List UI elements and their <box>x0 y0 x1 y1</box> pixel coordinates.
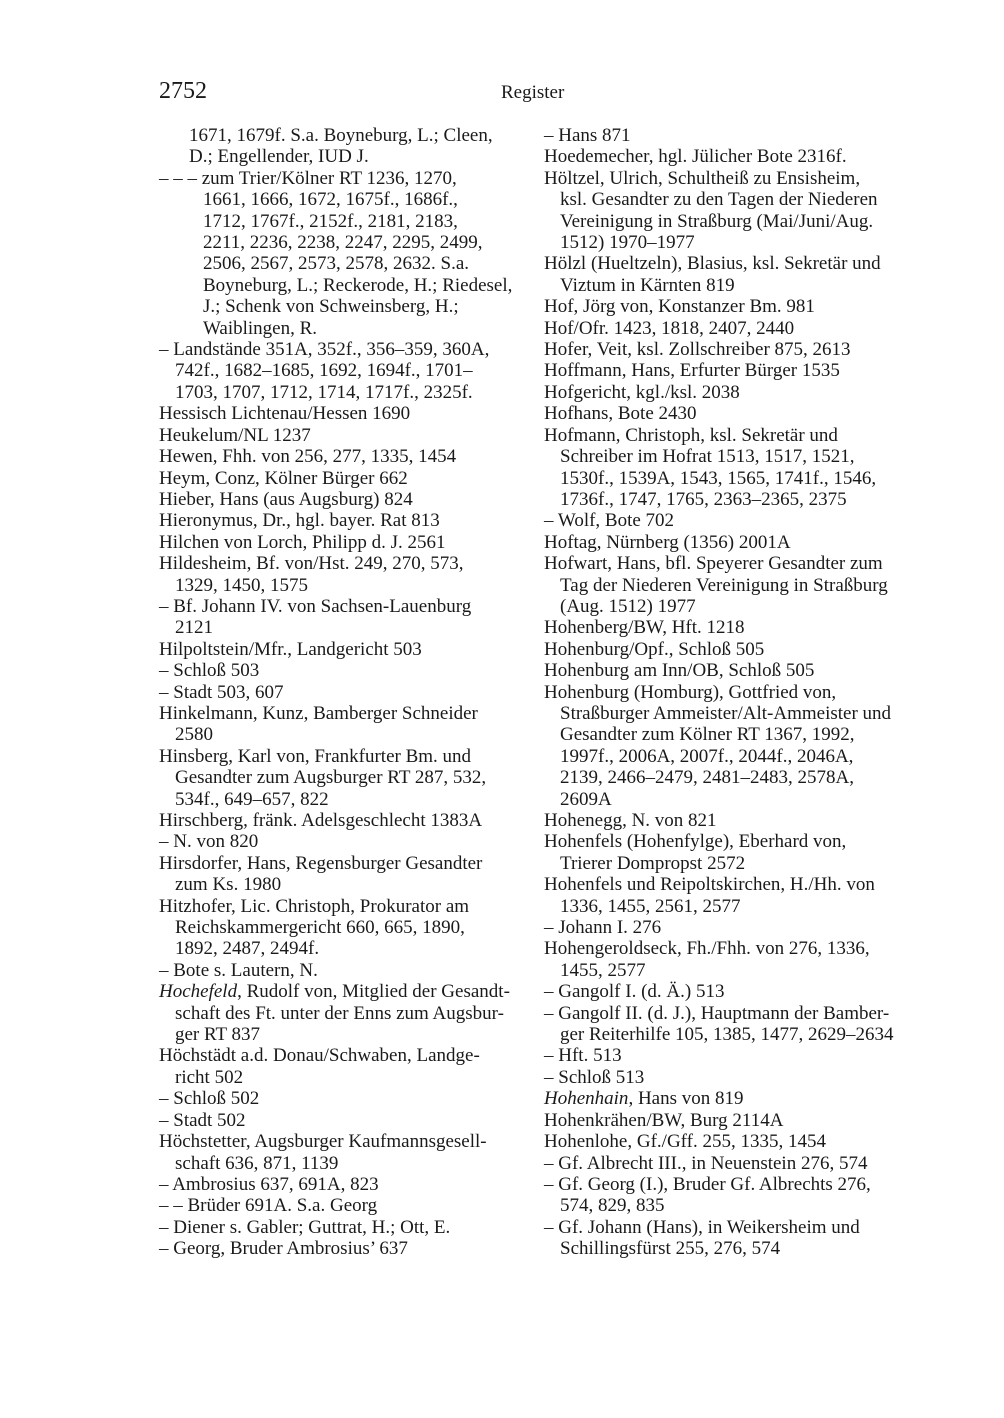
index-entry <box>544 1110 934 1131</box>
index-entry <box>544 425 934 511</box>
entry-line: Schillingsfürst 255, 276, 574 <box>560 1238 781 1260</box>
entry-line: 742f., 1682–1685, 1692, 1694f., 1701– <box>175 360 473 382</box>
entry-line: – Landstände 351A, 352f., 356–359, 360A, <box>159 339 490 361</box>
index-entry <box>544 639 934 660</box>
entry-line: Hofwart, Hans, bfl. Speyerer Gesandter zum <box>544 553 883 575</box>
index-entry <box>544 938 934 981</box>
index-entry <box>544 553 934 617</box>
index-entry <box>159 168 531 339</box>
entry-line: Hohenburg (Homburg), Gottfried von, <box>544 681 837 703</box>
entry-line: – Hft. 513 <box>544 1045 622 1067</box>
index-entry <box>544 146 934 167</box>
index-entry <box>544 532 934 553</box>
entry-line: Hofer, Veit, ksl. Zollschreiber 875, 2613 <box>544 339 851 361</box>
entry-line: Hoftag, Nürnberg (1356) 2001A <box>544 531 791 553</box>
index-entry <box>544 125 934 146</box>
index-entry <box>159 981 531 1045</box>
entry-italic-name: Hohenhain <box>544 1088 629 1110</box>
index-entry <box>159 1195 531 1216</box>
entry-line: Hofgericht, kgl./ksl. 2038 <box>544 381 740 403</box>
index-entry <box>544 874 934 917</box>
index-entry <box>159 339 531 403</box>
entry-line: 574, 829, 835 <box>560 1195 665 1217</box>
entry-line: – Gf. Johann (Hans), in Weikersheim und <box>544 1216 860 1238</box>
entry-line: 2580 <box>175 724 213 746</box>
entry-line: Hildesheim, Bf. von/Hst. 249, 270, 573, <box>159 553 464 575</box>
index-entry <box>544 360 934 381</box>
index-entry <box>159 532 531 553</box>
index-entry <box>159 703 531 746</box>
entry-line: Hieber, Hans (aus Augsburg) 824 <box>159 488 413 510</box>
entry-line: 1892, 2487, 2494f. <box>175 938 320 960</box>
entry-line: Reichskammergericht 660, 665, 1890, <box>175 917 465 939</box>
entry-line: – Stadt 502 <box>159 1109 246 1131</box>
entry-line: Schreiber im Hofrat 1513, 1517, 1521, <box>560 446 855 468</box>
entry-line: Hohenburg am Inn/OB, Schloß 505 <box>544 660 815 682</box>
index-entry <box>159 446 531 467</box>
entry-line: 1703, 1707, 1712, 1714, 1717f., 2325f. <box>175 381 473 403</box>
entry-line: – Hans 871 <box>544 125 631 146</box>
entry-line: – Stadt 503, 607 <box>159 681 284 703</box>
index-entry <box>159 468 531 489</box>
entry-line: – Bote s. Lautern, N. <box>159 959 318 981</box>
entry-line: 534f., 649–657, 822 <box>175 788 329 810</box>
index-entry <box>544 1174 934 1217</box>
entry-line: Waiblingen, R. <box>203 317 318 339</box>
entry-line: J.; Schenk von Schweinsberg, H.; <box>203 296 459 318</box>
entry-line: Heukelum/NL 1237 <box>159 424 311 446</box>
index-entry <box>544 1067 934 1088</box>
index-column-right <box>544 125 934 1260</box>
index-entry <box>544 296 934 317</box>
entry-line: – Gf. Albrecht III., in Neuenstein 276, 574 <box>544 1152 868 1174</box>
entry-line: Hirschberg, fränk. Adelsgeschlecht 1383A <box>159 810 483 831</box>
entry-line: Hohenfels und Reipoltskirchen, H./Hh. von <box>544 874 875 896</box>
entry-line: , Rudolf von, Mitglied der Gesandt- <box>237 981 510 1003</box>
index-entry <box>159 425 531 446</box>
index-entry <box>544 510 934 531</box>
entry-line: 1997f., 2006A, 2007f., 2044f., 2046A, <box>560 745 854 767</box>
entry-italic-name: Hochefeld <box>159 981 238 1003</box>
entry-line: – Ambrosius 637, 691A, 823 <box>159 1173 379 1195</box>
index-entry <box>544 1045 934 1066</box>
entry-line: 1712, 1767f., 2152f., 2181, 2183, <box>203 210 458 232</box>
entry-line: – Gangolf II. (d. J.), Hauptmann der Bamber- <box>544 1002 890 1024</box>
index-entry <box>544 403 934 424</box>
index-entry <box>544 831 934 874</box>
entry-line: Hirsdorfer, Hans, Regensburger Gesandter <box>159 852 483 874</box>
index-entry <box>159 403 531 424</box>
entry-line: D.; Engellender, IUD J. <box>189 146 369 168</box>
entry-line: Viztum in Kärnten 819 <box>560 274 735 296</box>
entry-line: Hilpoltstein/Mfr., Landgericht 503 <box>159 638 422 660</box>
entry-line: Boyneburg, L.; Reckerode, H.; Riedesel, <box>203 274 513 296</box>
entry-line: Höchstädt a.d. Donau/Schwaben, Landge- <box>159 1045 480 1067</box>
index-entry <box>544 1217 934 1260</box>
index-entry <box>544 253 934 296</box>
index-entry <box>544 1153 934 1174</box>
index-entry <box>544 168 934 254</box>
entry-line: Hohenberg/BW, Hft. 1218 <box>544 617 745 639</box>
entry-line: Heym, Conz, Kölner Bürger 662 <box>159 467 408 489</box>
index-entry <box>159 853 531 896</box>
index-entry <box>159 1174 531 1195</box>
entry-line: Trierer Dompropst 2572 <box>560 852 746 874</box>
entry-line: Hohenfels (Hohenfylge), Eberhard von, <box>544 831 847 853</box>
index-entry <box>159 1088 531 1109</box>
entry-line: Hieronymus, Dr., hgl. bayer. Rat 813 <box>159 510 440 532</box>
entry-line: – Schloß 513 <box>544 1066 645 1088</box>
entry-line: – Schloß 502 <box>159 1088 260 1110</box>
entry-line: Hohenegg, N. von 821 <box>544 810 717 831</box>
index-entry <box>544 1088 934 1109</box>
entry-line: – Diener s. Gabler; Guttrat, H.; Ott, E. <box>159 1216 451 1238</box>
entry-line: schaft des Ft. unter der Enns zum Augsbur- <box>175 1002 504 1024</box>
entry-line: ger RT 837 <box>175 1024 261 1046</box>
running-title: Register <box>501 82 565 103</box>
entry-line: , Hans von 819 <box>628 1088 744 1110</box>
index-column-left <box>159 125 531 1260</box>
entry-line: Hohengeroldseck, Fh./Fhh. von 276, 1336, <box>544 938 870 960</box>
index-entry <box>159 1217 531 1238</box>
index-entry <box>159 1131 531 1174</box>
index-entry <box>159 810 531 831</box>
entry-line: 2211, 2236, 2238, 2247, 2295, 2499, <box>203 232 483 254</box>
entry-line: Höchstetter, Augsburger Kaufmannsgesell- <box>159 1131 487 1153</box>
entry-line: 1671, 1679f. S.a. Boyneburg, L.; Cleen, <box>189 125 493 146</box>
entry-line: zum Ks. 1980 <box>175 874 282 896</box>
entry-line: – Wolf, Bote 702 <box>544 510 675 532</box>
index-entry <box>544 917 934 938</box>
index-entry <box>159 660 531 681</box>
index-entry <box>159 960 531 981</box>
entry-line: – Bf. Johann IV. von Sachsen-Lauenburg <box>159 595 472 617</box>
index-entry <box>544 660 934 681</box>
entry-line: 1736f., 1747, 1765, 2363–2365, 2375 <box>560 488 847 510</box>
entry-line: Hitzhofer, Lic. Christoph, Prokurator am <box>159 895 470 917</box>
entry-line: – N. von 820 <box>159 831 259 853</box>
entry-line: – Johann I. 276 <box>544 917 662 939</box>
entry-line: Hinsberg, Karl von, Frankfurter Bm. und <box>159 745 472 767</box>
index-entry <box>159 1238 531 1259</box>
entry-line: – Gf. Georg (I.), Bruder Gf. Albrechts 276, <box>544 1173 871 1195</box>
entry-line: 1336, 1455, 2561, 2577 <box>560 895 741 917</box>
entry-line: Hofhans, Bote 2430 <box>544 403 697 425</box>
entry-line: – – – zum Trier/Kölner RT 1236, 1270, <box>159 167 457 189</box>
entry-line: 1661, 1666, 1672, 1675f., 1686f., <box>203 189 458 211</box>
index-entry <box>159 746 531 810</box>
entry-line: Hoffmann, Hans, Erfurter Bürger 1535 <box>544 360 840 382</box>
index-entry <box>544 318 934 339</box>
entry-line: Vereinigung in Straßburg (Mai/Juni/Aug. <box>560 210 874 232</box>
index-entry <box>159 489 531 510</box>
index-entry <box>544 339 934 360</box>
index-entry <box>544 1003 934 1046</box>
page-number: 2752 <box>159 78 207 104</box>
index-entry <box>544 617 934 638</box>
index-entry <box>159 1045 531 1088</box>
entry-line: – Schloß 503 <box>159 660 260 682</box>
entry-line: Hohenlohe, Gf./Gff. 255, 1335, 1454 <box>544 1131 826 1153</box>
entry-line: Hölzl (Hueltzeln), Blasius, ksl. Sekretär und <box>544 253 881 275</box>
entry-line: Hohenkrähen/BW, Burg 2114A <box>544 1109 784 1131</box>
entry-line: 2506, 2567, 2573, 2578, 2632. S.a. <box>203 253 469 275</box>
entry-line: ger Reiterhilfe 105, 1385, 1477, 2629–2634 <box>560 1024 894 1046</box>
entry-line: 2121 <box>175 617 213 639</box>
index-entry <box>159 896 531 960</box>
index-entry <box>544 981 934 1002</box>
entry-line: Hessisch Lichtenau/Hessen 1690 <box>159 403 411 425</box>
index-entry <box>159 831 531 852</box>
entry-line: Gesandter zum Kölner RT 1367, 1992, <box>560 724 855 746</box>
entry-line: Hof/Ofr. 1423, 1818, 2407, 2440 <box>544 317 795 339</box>
entry-line: Hilchen von Lorch, Philipp d. J. 2561 <box>159 531 446 553</box>
entry-line: Hewen, Fhh. von 256, 277, 1335, 1454 <box>159 446 457 468</box>
entry-line: 1530f., 1539A, 1543, 1565, 1741f., 1546, <box>560 467 877 489</box>
entry-line: Hinkelmann, Kunz, Bamberger Schneider <box>159 702 478 724</box>
entry-line: richt 502 <box>175 1066 244 1088</box>
index-entry <box>159 510 531 531</box>
index-entry <box>159 1110 531 1131</box>
index-entry <box>159 682 531 703</box>
index-entry <box>159 125 531 168</box>
entry-line: 2609A <box>560 788 612 810</box>
entry-line: Straßburger Ammeister/Alt-Ammeister und <box>560 702 892 724</box>
entry-line: Höltzel, Ulrich, Schultheiß zu Ensisheim, <box>544 167 861 189</box>
entry-line: – Georg, Bruder Ambrosius’ 637 <box>159 1238 408 1260</box>
entry-line: Hoedemecher, hgl. Jülicher Bote 2316f. <box>544 146 847 168</box>
index-entry <box>159 639 531 660</box>
entry-line: schaft 636, 871, 1139 <box>175 1152 339 1174</box>
entry-line: (Aug. 1512) 1977 <box>560 595 696 617</box>
entry-line: Hof, Jörg von, Konstanzer Bm. 981 <box>544 296 815 318</box>
index-entry <box>159 596 531 639</box>
index-entry <box>544 682 934 810</box>
index-entry <box>544 810 934 831</box>
entry-line: Hohenburg/Opf., Schloß 505 <box>544 638 765 660</box>
entry-line: 1329, 1450, 1575 <box>175 574 308 596</box>
entry-line: – Gangolf I. (d. Ä.) 513 <box>544 981 725 1003</box>
entry-line: Gesandter zum Augsburger RT 287, 532, <box>175 767 487 789</box>
index-entry <box>544 1131 934 1152</box>
index-entry <box>159 553 531 596</box>
entry-line: – – Brüder 691A. S.a. Georg <box>159 1195 378 1217</box>
entry-line: 2139, 2466–2479, 2481–2483, 2578A, <box>560 767 854 789</box>
entry-line: ksl. Gesandter zu den Tagen der Niederen <box>560 189 878 211</box>
entry-line: Tag der Niederen Vereinigung in Straßburg <box>560 574 888 596</box>
entry-line: 1512) 1970–1977 <box>560 232 695 254</box>
index-entry <box>544 382 934 403</box>
entry-line: 1455, 2577 <box>560 959 646 981</box>
entry-line: Hofmann, Christoph, ksl. Sekretär und <box>544 424 838 446</box>
